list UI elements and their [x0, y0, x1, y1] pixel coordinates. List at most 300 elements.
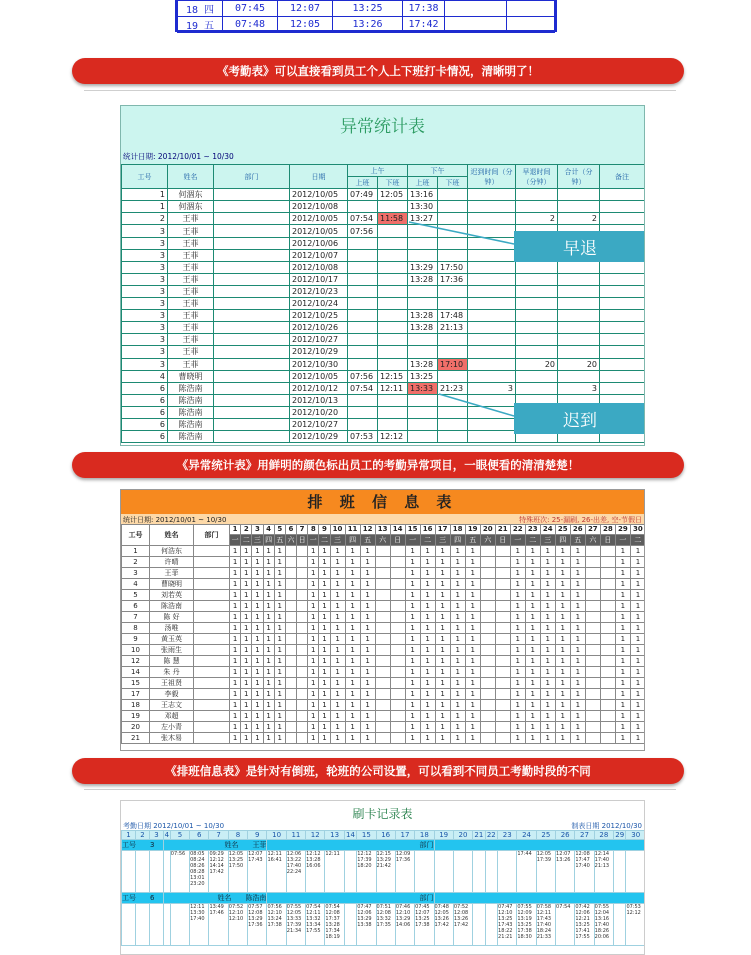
shift-cell: 1	[615, 655, 630, 666]
day-header: 21	[495, 525, 510, 535]
shift-cell: 1	[540, 633, 555, 644]
shift-cell: 1	[630, 556, 645, 567]
shift-cell: 1	[252, 710, 263, 721]
shift-cell: 1	[630, 567, 645, 578]
punch-cell	[135, 904, 149, 946]
punch-cell: 12:05 13:25 17:50	[228, 851, 247, 893]
shift-cell: 1	[252, 688, 263, 699]
cell-a-in: 07:54	[348, 213, 378, 225]
cell-date: 2012/10/27	[290, 334, 348, 346]
day-header: 3	[252, 525, 263, 535]
card-table	[121, 830, 645, 946]
shift-cell: 1	[570, 721, 585, 732]
shift-cell	[297, 611, 308, 622]
shift-cell: 1	[308, 699, 319, 710]
shift-cell: 1	[510, 567, 525, 578]
callout-pointers	[121, 106, 645, 446]
shift-cell	[297, 545, 308, 556]
employee-spacer	[434, 893, 645, 904]
shift-cell: 1	[252, 699, 263, 710]
col-pm: 下午	[408, 165, 468, 177]
shift-cell	[375, 710, 390, 721]
shift-cell	[495, 633, 510, 644]
shift-cell	[390, 578, 405, 589]
shift-cell	[285, 677, 296, 688]
punch-cell: 12:12 17:39 18:20	[357, 851, 376, 893]
cell-name: 曹晓明	[168, 370, 214, 382]
weekday-header: 四	[450, 534, 465, 545]
shift-cell: 1	[345, 732, 360, 743]
shift-cell: 1	[615, 732, 630, 743]
day-header: 3	[149, 831, 163, 840]
shift-cell	[600, 600, 615, 611]
shift-cell: 1	[345, 556, 360, 567]
shift-cell	[585, 556, 600, 567]
punch-cell: 07:58 12:11 17:43 17:40 18:24 21:33	[536, 904, 555, 946]
cell-a-in: 07:56	[348, 225, 378, 237]
shift-cell: 1	[420, 545, 435, 556]
shift-cell: 1	[252, 633, 263, 644]
shift-cell: 1	[435, 633, 450, 644]
punch-cell: 12:11 16:41	[267, 851, 286, 893]
shift-cell	[600, 666, 615, 677]
shift-cell: 1	[252, 611, 263, 622]
cell-id: 3	[122, 237, 168, 249]
shift-cell: 1	[319, 710, 330, 721]
weekday-header: 三	[252, 534, 263, 545]
time-cell: 07:48	[223, 17, 278, 33]
shift-cell	[297, 666, 308, 677]
shift-cell: 1	[230, 710, 241, 721]
punch-cell: 12:11 13:30 17:40	[190, 904, 209, 946]
id-value: 6	[150, 894, 155, 902]
shift-cell: 1	[465, 710, 480, 721]
shift-cell: 1	[540, 699, 555, 710]
shift-cell: 1	[555, 578, 570, 589]
day-header: 6	[190, 831, 209, 840]
shift-cell: 1	[252, 666, 263, 677]
shift-cell: 1	[241, 633, 252, 644]
cell-id: 6	[122, 382, 168, 394]
shift-cell: 1	[510, 545, 525, 556]
shift-cell: 1	[330, 666, 345, 677]
shift-cell: 1	[230, 611, 241, 622]
shift-cell: 1	[360, 666, 375, 677]
day-header: 28	[594, 831, 613, 840]
shift-cell: 1	[555, 688, 570, 699]
shift-cell: 1	[525, 589, 540, 600]
day-header: 16	[376, 831, 395, 840]
sheet-title: 排 班 信 息 表	[121, 490, 644, 514]
shift-cell: 1	[308, 721, 319, 732]
shift-cell	[600, 710, 615, 721]
cell-name: 陈 好	[150, 611, 194, 622]
shift-cell: 1	[435, 567, 450, 578]
shift-cell: 1	[263, 600, 274, 611]
shift-cell: 1	[555, 666, 570, 677]
weekday-header: 二	[420, 534, 435, 545]
shift-cell: 1	[308, 556, 319, 567]
abnormal-stats-sheet	[120, 105, 645, 446]
shift-cell: 1	[420, 567, 435, 578]
shift-cell	[480, 666, 495, 677]
shift-cell: 1	[241, 611, 252, 622]
shift-cell: 1	[308, 633, 319, 644]
shift-cell: 1	[420, 710, 435, 721]
shift-cell: 1	[274, 721, 285, 732]
shift-cell: 1	[615, 633, 630, 644]
punch-cell: 07:48 12:05 13:26 17:42	[434, 904, 453, 946]
punch-cell: 07:47 12:10 13:25 17:43 18:22 21:21	[498, 904, 517, 946]
day-header: 7	[209, 831, 228, 840]
cell-a-in: 07:53	[348, 431, 378, 443]
cell-date: 2012/10/23	[290, 285, 348, 297]
shift-cell: 1	[630, 644, 645, 655]
col-am-out: 下班	[378, 177, 408, 189]
shift-cell	[297, 710, 308, 721]
shift-cell: 1	[465, 655, 480, 666]
shift-cell: 1	[319, 578, 330, 589]
shift-cell: 1	[510, 732, 525, 743]
shift-cell: 1	[435, 600, 450, 611]
shift-cell: 1	[630, 699, 645, 710]
shift-cell: 1	[450, 633, 465, 644]
shift-cell: 1	[555, 644, 570, 655]
day-header: 5	[274, 525, 285, 535]
shift-cell: 1	[570, 611, 585, 622]
shift-cell: 1	[263, 589, 274, 600]
shift-cell: 1	[540, 578, 555, 589]
shift-cell	[585, 732, 600, 743]
cell-date: 2012/10/26	[290, 322, 348, 334]
shift-cell: 1	[555, 589, 570, 600]
shift-cell	[600, 622, 615, 633]
shift-cell: 1	[319, 699, 330, 710]
shift-cell	[495, 622, 510, 633]
shift-cell: 1	[510, 556, 525, 567]
shift-cell	[390, 633, 405, 644]
cell-name: 陈 慧	[150, 655, 194, 666]
abnormal-caption-banner: 《异常统计表》用鲜明的颜色标出员工的考勤异常项目，一眼便看的清清楚楚！	[72, 452, 684, 478]
weekday-header: 三	[330, 534, 345, 545]
weekday: 五	[204, 21, 215, 32]
day-header: 30	[626, 831, 645, 840]
shift-cell: 1	[360, 600, 375, 611]
day-cell	[178, 17, 223, 33]
day-header: 18	[415, 831, 434, 840]
day-header: 27	[575, 831, 594, 840]
day-header: 25	[555, 525, 570, 535]
shift-cell: 1	[510, 710, 525, 721]
cell-name: 张雨生	[150, 644, 194, 655]
cell-id: 3	[122, 261, 168, 273]
weekday-header: 六	[285, 534, 296, 545]
shift-cell: 1	[540, 589, 555, 600]
shift-cell: 1	[330, 655, 345, 666]
shift-cell: 1	[274, 633, 285, 644]
col-id: 工号	[122, 525, 150, 546]
shift-cell: 1	[405, 710, 420, 721]
shift-cell: 1	[570, 710, 585, 721]
shift-cell	[585, 710, 600, 721]
shift-cell: 1	[420, 655, 435, 666]
punch-cell: 07:47 12:06 13:29 13:38	[357, 904, 376, 946]
shift-cell: 1	[540, 622, 555, 633]
day-header: 29	[615, 831, 625, 839]
shift-cell: 1	[360, 644, 375, 655]
shift-cell: 1	[241, 644, 252, 655]
cell-id: 6	[122, 431, 168, 443]
weekday-header: 二	[319, 534, 330, 545]
day-header: 30	[630, 525, 645, 535]
shift-cell: 1	[360, 677, 375, 688]
shift-cell	[495, 644, 510, 655]
punch-cell	[614, 851, 626, 893]
cell-dept	[194, 545, 230, 556]
cell-p-in: 13:28	[408, 310, 438, 322]
cell-id: 1	[122, 545, 150, 556]
time-cell	[507, 17, 555, 33]
shift-cell	[600, 567, 615, 578]
shift-cell: 1	[630, 545, 645, 556]
shift-cell: 1	[630, 600, 645, 611]
time-cell: 12:07	[278, 1, 333, 17]
shift-cell: 1	[308, 622, 319, 633]
punch-cell: 07:55 12:04 13:16 17:40 18:26 20:06	[594, 904, 613, 946]
shift-cell: 1	[555, 677, 570, 688]
shift-cell: 1	[252, 721, 263, 732]
cell-id: 19	[122, 710, 150, 721]
weekday-header: 二	[241, 534, 252, 545]
shift-cell: 1	[420, 600, 435, 611]
shift-cell	[600, 578, 615, 589]
cell-dept	[194, 589, 230, 600]
table-row	[122, 677, 646, 688]
col-total: 合计（分钟）	[558, 165, 600, 189]
shift-cell: 1	[435, 732, 450, 743]
shift-cell	[495, 545, 510, 556]
shift-cell	[480, 589, 495, 600]
weekday-header: 四	[345, 534, 360, 545]
shift-cell	[375, 655, 390, 666]
cell-name: 王祖贤	[150, 677, 194, 688]
name-value: 陈浩南	[245, 894, 267, 902]
shift-cell	[480, 699, 495, 710]
shift-cell: 1	[510, 644, 525, 655]
shift-cell: 1	[405, 622, 420, 633]
shift-cell: 1	[330, 710, 345, 721]
shift-cell: 1	[405, 688, 420, 699]
shift-cell	[390, 644, 405, 655]
cell-id: 6	[122, 418, 168, 430]
shift-cell: 1	[345, 622, 360, 633]
shift-cell: 1	[540, 545, 555, 556]
shift-cell: 1	[420, 644, 435, 655]
shift-cell: 1	[263, 699, 274, 710]
time-cell: 12:05	[278, 17, 333, 33]
day-header: 25	[536, 831, 555, 840]
day-header: 7	[297, 525, 308, 535]
cell-name: 王菲	[168, 310, 214, 322]
shift-cell: 1	[555, 699, 570, 710]
shift-cell	[285, 666, 296, 677]
shift-cell: 1	[241, 655, 252, 666]
cell-id: 3	[122, 310, 168, 322]
shift-cell	[390, 611, 405, 622]
shift-cell: 1	[435, 721, 450, 732]
shift-cell: 1	[360, 710, 375, 721]
punch-cell	[122, 904, 136, 946]
day-cell	[178, 1, 223, 17]
shift-cell: 1	[510, 633, 525, 644]
shift-cell: 1	[465, 688, 480, 699]
day-header: 23	[525, 525, 540, 535]
table-row	[122, 622, 646, 633]
attendance-date: 考勤日期 2012/10/01 ~ 10/30	[123, 822, 225, 830]
shift-cell: 1	[435, 666, 450, 677]
shift-cell	[375, 732, 390, 743]
shift-cell	[297, 721, 308, 732]
shift-cell: 1	[615, 710, 630, 721]
shift-cell: 1	[330, 556, 345, 567]
shift-cell	[480, 622, 495, 633]
employee-dept	[267, 893, 434, 904]
punch-cell	[122, 851, 136, 893]
shift-cell: 1	[435, 589, 450, 600]
punch-cell	[453, 851, 472, 893]
employee-dept	[267, 840, 434, 851]
shift-cell: 1	[308, 611, 319, 622]
cell-p-out: 17:10	[438, 358, 468, 370]
shift-cell: 1	[420, 622, 435, 633]
punch-cell: 07:53 12:12	[626, 904, 645, 946]
cell-a-out: 11:58	[378, 213, 408, 225]
cell-id: 8	[122, 622, 150, 633]
cell-id: 4	[122, 578, 150, 589]
shift-cell: 1	[540, 556, 555, 567]
shift-cell: 1	[308, 600, 319, 611]
table-row	[178, 1, 555, 17]
day-header: 9	[248, 831, 267, 840]
shift-cell: 1	[345, 611, 360, 622]
shift-cell: 1	[420, 578, 435, 589]
id-value: 3	[150, 841, 155, 849]
cell-name: 王菲	[168, 225, 214, 237]
cell-name: 陈浩南	[168, 394, 214, 406]
employee-id	[122, 893, 164, 904]
punch-cell: 07:54 12:08 17:37 13:28 17:34 18:19	[325, 904, 344, 946]
cell-date: 2012/10/06	[290, 237, 348, 249]
shift-cell: 1	[510, 699, 525, 710]
shift-cell: 1	[510, 677, 525, 688]
shift-cell: 1	[510, 721, 525, 732]
table-row	[122, 611, 646, 622]
shift-cell: 1	[465, 699, 480, 710]
day-header: 13	[375, 525, 390, 535]
cell-dept	[194, 655, 230, 666]
shift-cell: 1	[465, 600, 480, 611]
cell-id: 10	[122, 644, 150, 655]
punch-cell: 08:05 08:24 08:26 08:28 13:01 23:20	[190, 851, 209, 893]
cell-dept	[194, 732, 230, 743]
table-row	[122, 600, 646, 611]
shift-cell: 1	[319, 688, 330, 699]
day-header: 28	[600, 525, 615, 535]
sheet-title: 异常统计表	[340, 117, 425, 137]
shift-cell: 1	[510, 611, 525, 622]
shift-cell: 1	[230, 655, 241, 666]
day-header: 9	[319, 525, 330, 535]
shift-cell	[390, 655, 405, 666]
cell-date: 2012/10/05	[290, 370, 348, 382]
shift-cell: 1	[450, 611, 465, 622]
shift-cell	[375, 688, 390, 699]
cell-dept	[194, 578, 230, 589]
cell-name: 何涸东	[168, 201, 214, 213]
shift-cell: 1	[330, 677, 345, 688]
punch-cell	[135, 851, 149, 893]
shift-cell: 1	[274, 556, 285, 567]
shift-cell: 1	[540, 644, 555, 655]
sheet-title: 刷卡记录表	[352, 807, 413, 821]
shift-cell: 1	[274, 622, 285, 633]
shift-cell: 1	[274, 600, 285, 611]
shift-cell: 1	[465, 589, 480, 600]
shift-cell: 1	[630, 633, 645, 644]
shift-cell	[390, 622, 405, 633]
shift-cell: 1	[630, 732, 645, 743]
shift-cell	[297, 600, 308, 611]
shift-cell	[297, 567, 308, 578]
day-header: 23	[498, 831, 517, 840]
shift-cell	[600, 677, 615, 688]
shift-cell: 1	[615, 622, 630, 633]
shift-cell: 1	[345, 655, 360, 666]
shift-cell: 1	[360, 699, 375, 710]
weekday-header: 五	[360, 534, 375, 545]
employee-row	[122, 893, 646, 904]
shift-cell: 1	[230, 589, 241, 600]
day-header: 10	[330, 525, 345, 535]
shift-cell	[285, 545, 296, 556]
cell-name: 王菲	[168, 249, 214, 261]
shift-cell: 1	[420, 677, 435, 688]
shift-cell	[480, 556, 495, 567]
day-header: 4	[263, 525, 274, 535]
cell-id: 6	[122, 406, 168, 418]
shift-cell: 1	[555, 710, 570, 721]
shift-cell	[585, 622, 600, 633]
day-header: 20	[453, 831, 472, 840]
shift-cell: 1	[330, 633, 345, 644]
cell-name: 李毅	[150, 688, 194, 699]
shift-cell: 1	[570, 655, 585, 666]
shift-cell: 1	[570, 677, 585, 688]
shift-cell: 1	[465, 633, 480, 644]
cell-name: 王菲	[168, 358, 214, 370]
shift-cell	[375, 721, 390, 732]
shift-cell: 1	[450, 666, 465, 677]
weekday-header: 日	[297, 534, 308, 545]
day-header: 17	[435, 525, 450, 535]
shift-cell: 1	[405, 721, 420, 732]
schedule-table	[121, 524, 645, 744]
shift-cell	[480, 732, 495, 743]
cell-name: 曹晓明	[150, 578, 194, 589]
shift-cell: 1	[319, 556, 330, 567]
weekday-header: 日	[495, 534, 510, 545]
table-row	[122, 655, 646, 666]
